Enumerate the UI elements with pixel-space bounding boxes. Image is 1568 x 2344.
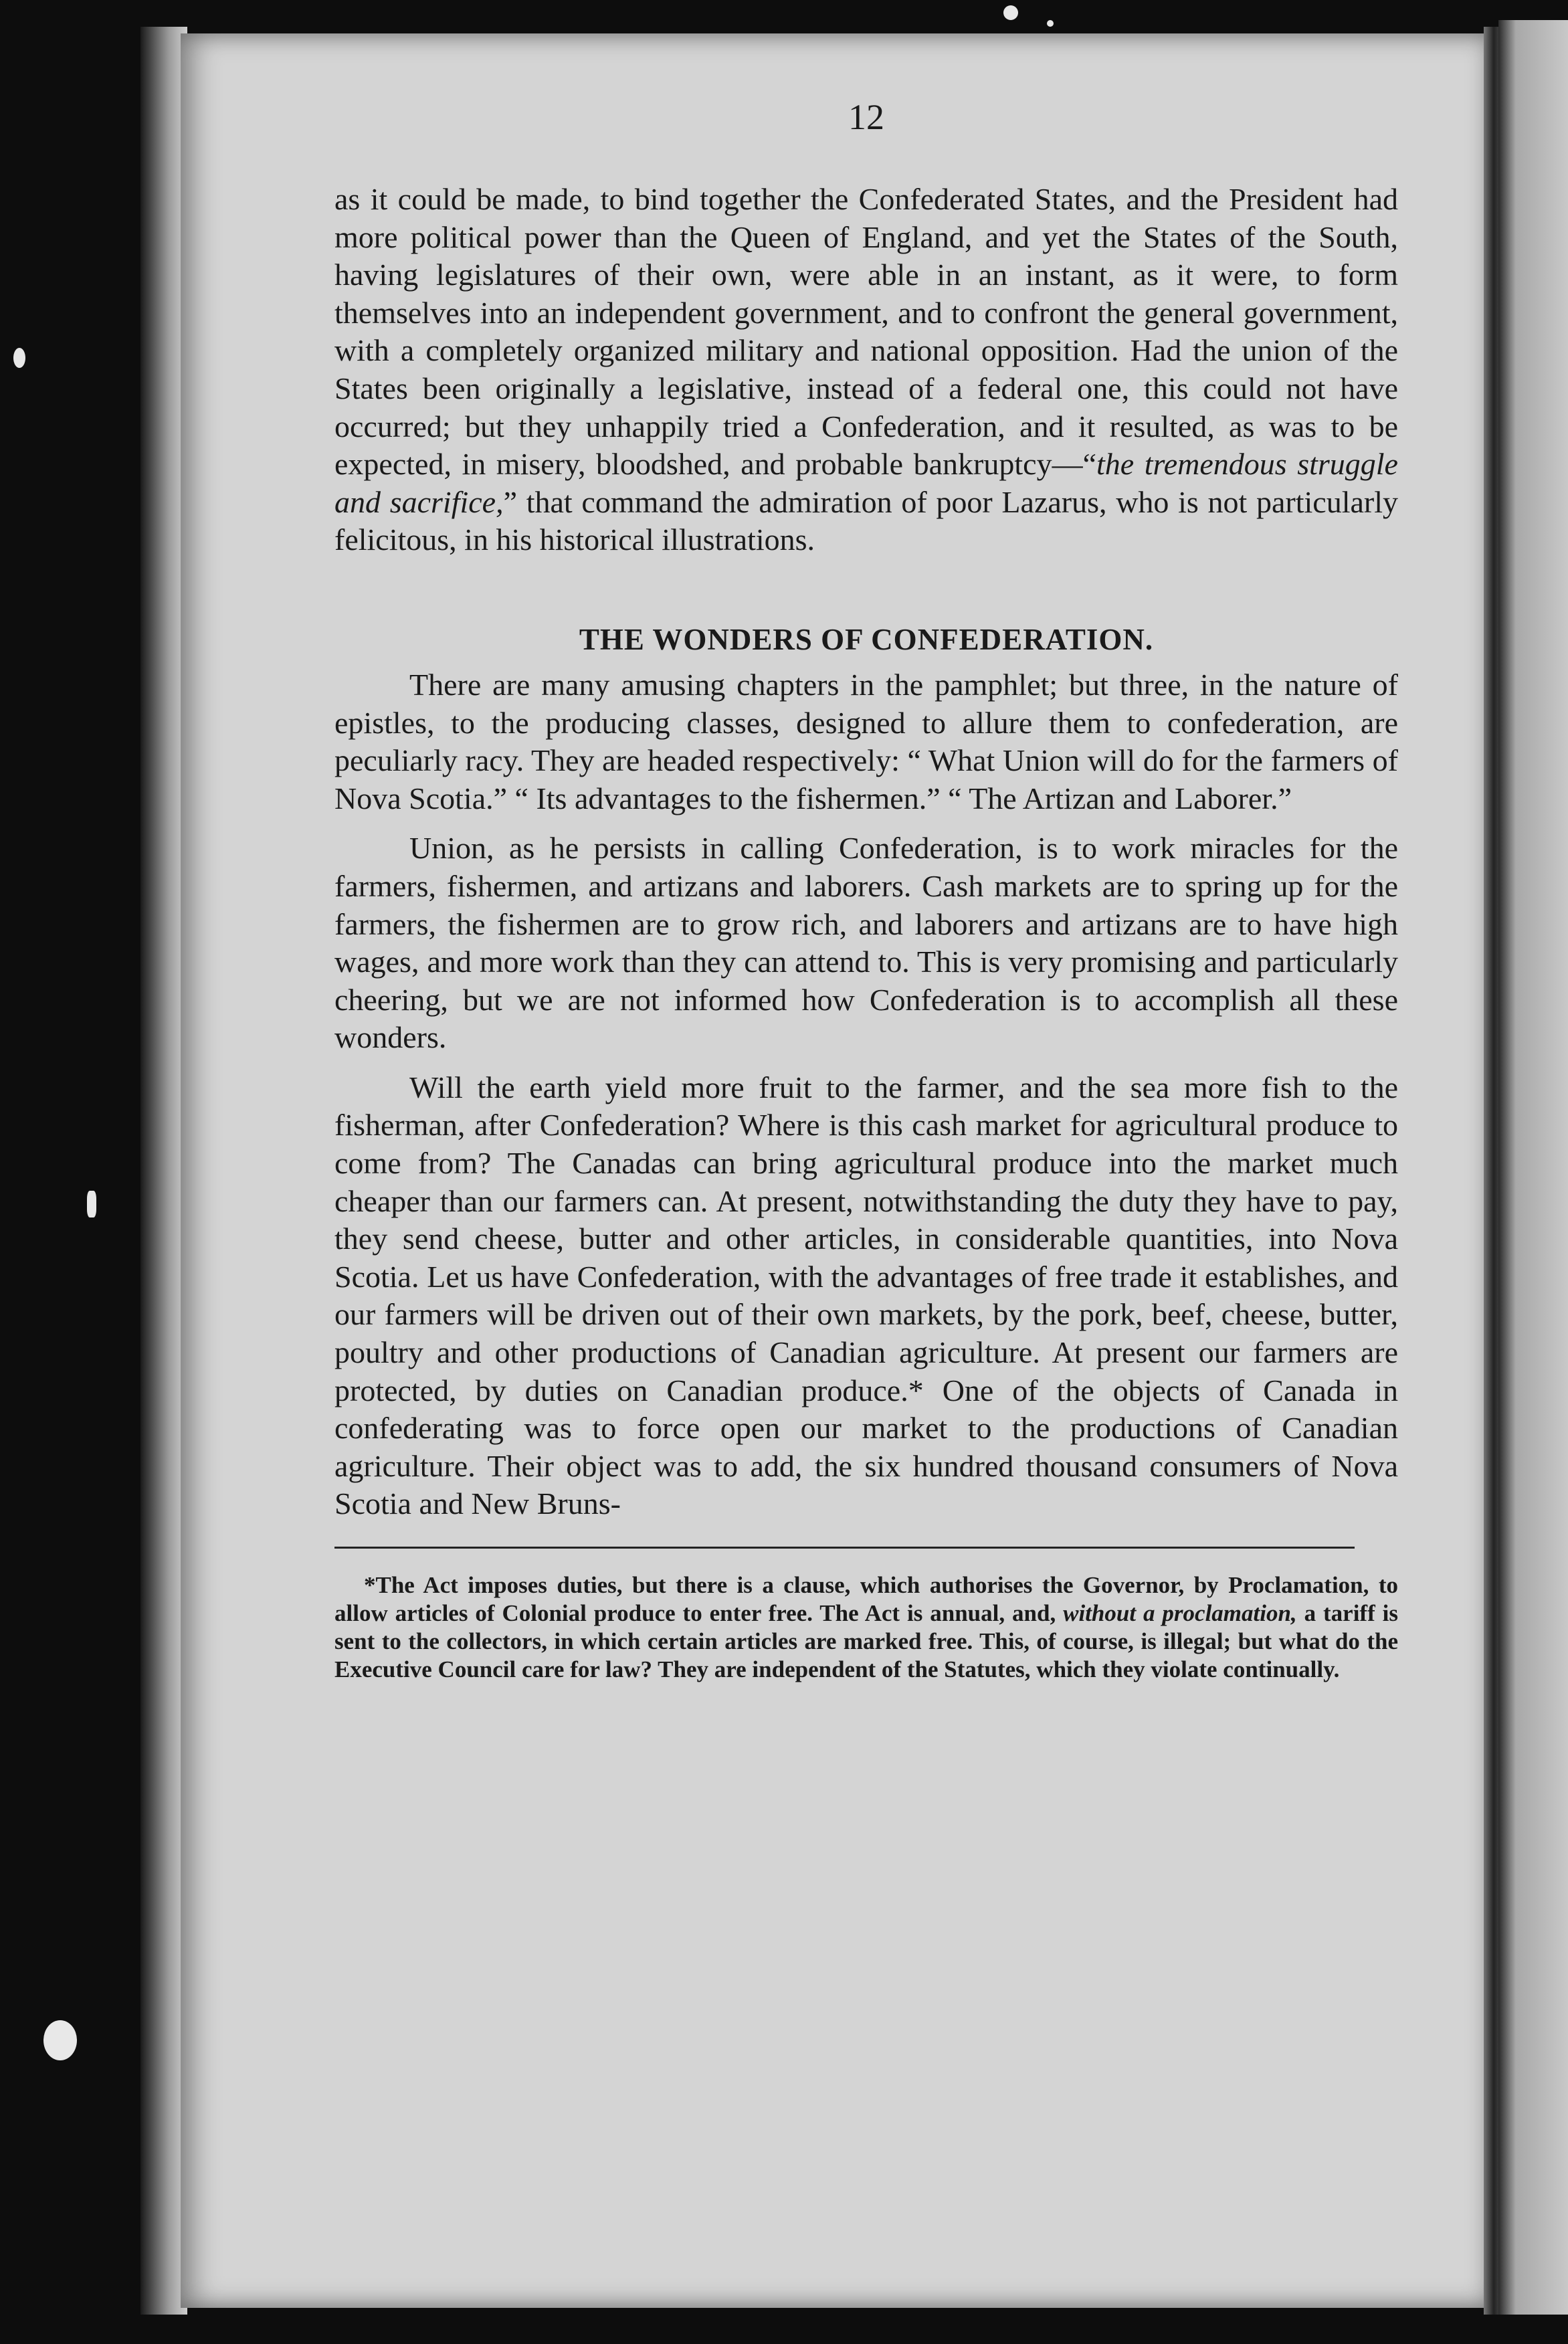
dust-speck	[1003, 5, 1018, 20]
section-heading: THE WONDERS OF CONFEDERATION.	[579, 622, 1154, 656]
dust-speck	[43, 2020, 77, 2060]
dust-speck	[13, 348, 25, 368]
dust-speck	[87, 1191, 96, 1217]
footnote	[334, 1571, 1398, 1684]
body-paragraph: There are many amusing chapters in the pamphlet; but three, in the nature of epistles, to the producing classes, designed to allure them to confederation, are peculiarly racy. They are headed respectively: “ What Union will do for the farmers of Nova Scotia.” “ Its advantages to the fishermen.” “ The Artizan and Laborer.”	[334, 667, 1398, 815]
footnote-italic-phrase: without a proclamation,	[1063, 1600, 1297, 1626]
dust-speck	[1047, 20, 1054, 27]
body-paragraph: Union, as he persists in calling Confederation, is to work miracles for the farmers, fishermen, and artizans and laborers. Cash markets are to spring up for the farmers, the fishermen are to grow rich, and laborers and artizans are to have high wages, and more work than they can attend to. This is very promising and particularly cheering, but we are not informed how Confederation is to accomplish all these wonders.	[334, 831, 1398, 1055]
next-page-edge	[1498, 20, 1568, 2315]
footnote-rule	[334, 1547, 1355, 1549]
page-text-block	[334, 94, 1398, 1684]
continuation-paragraph	[334, 181, 1398, 559]
body-paragraph: Will the earth yield more fruit to the farmer, and the sea more fish to the fisherman, after Confederation? Where is this cash market for agricultural produce to come from? The Canadas can bring agricultural produce into the market much cheaper than our farmers can. At present, notwithstanding the duty they have to pay, they send cheese, butter and other articles, in considerable quantities, into Nova Scotia. Let us have Confederation, with the advantages of free trade it establishes, and our farmers will be driven out of their own markets, by the pork, beef, cheese, butter, poultry and other productions of Canadian agriculture. At present our farmers are protected, by duties on Canadian produce.* One of the objects of Canada in confederating was to force open our market to the productions of Canadian agriculture. Their object was to add, the six hundred thousand consumers of Nova Scotia and New Bruns-	[334, 1070, 1398, 1521]
page-number: 12	[848, 97, 884, 137]
footnote-text: *The Act imposes duties, but there is a clause, which authorises the Governor, by Proclamation, to allow articles of Colonial produce to enter free. The Act is annual, and,	[334, 1572, 1398, 1626]
continuation-text-end: ” that command the admiration of poor Lazarus, who is not particularly felicitous, in his historical illustrations.	[334, 484, 1398, 557]
footnote-text-end: a tariff is sent to the collectors, in which certain articles are marked free. This, of course, is illegal; but what do the Executive Council care for law? They are independent of the Statutes, which they violate continually.	[334, 1600, 1398, 1682]
quoted-phrase: the tremendous struggle and sacrifice,	[334, 447, 1398, 519]
continuation-text: as it could be made, to bind together the Confederated States, and the President had more political power than the Queen of England, and yet the States of the South, having legislatures of their own, were able in an instant, as it were, to form themselves into an independent government, and to confront the general government, with a completely organized military and national opposition. Had the union of the States been originally a legislative, instead of a federal one, this could not have occurred; but they unhappily tried a Confederation, and it resulted, as was to be expected, in misery, bloodshed, and probable bankruptcy—“	[334, 182, 1398, 482]
